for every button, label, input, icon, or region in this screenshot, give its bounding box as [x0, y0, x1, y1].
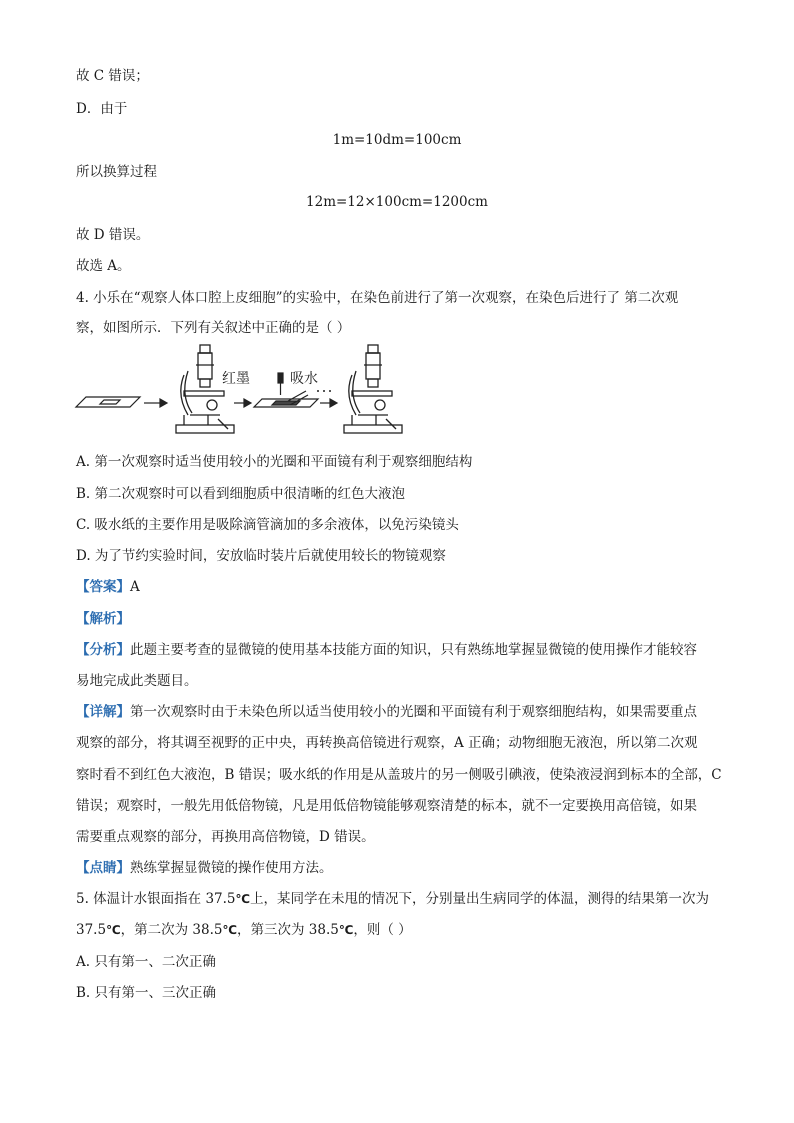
xiangjie-text: 观察的部分，将其调至视野的正中央，再转换高倍镜进行观察，A 正确；动物细胞无液泡，所以第二次观	[76, 735, 698, 751]
arrow-icon	[144, 399, 167, 407]
dianjing-line	[76, 858, 333, 878]
xiangjie-text: 第一次观察时由于未染色所以适当使用较小的光圈和平面镜有利于观察细胞结构，如果需要重点	[130, 704, 697, 720]
stained-slide-icon	[254, 391, 318, 407]
option-b: B. 只有第一、三次正确	[76, 985, 217, 1001]
microscope-icon	[176, 345, 234, 433]
xiangjie-tag: 【详解】	[76, 704, 130, 720]
question-5-stem	[76, 889, 709, 909]
stem-part: ，则（ ）	[353, 922, 412, 938]
stem-part: ，第二次为 38.5	[120, 922, 223, 938]
stem-part: ，第三次为 38.5	[236, 922, 339, 938]
question-4-stem: 4. 小乐在“观察人体口腔上皮细胞”的实验中，在染色前进行了第一次观察，在染色后进行了 第二次观	[76, 290, 679, 306]
fenxi-text: 此题主要考查的显微镜的使用基本技能方面的知识，只有熟练地掌握显微镜的使用操作才能较容	[130, 642, 697, 658]
answer-line	[76, 577, 140, 597]
answer-tag: 【答案】	[76, 579, 130, 595]
analysis-tag: 【解析】	[76, 611, 130, 627]
stem-part: 37.5	[76, 922, 107, 938]
celsius-symbol: ℃	[235, 892, 251, 906]
option-a: A. 只有第一、二次正确	[76, 954, 216, 970]
fenxi-tag: 【分析】	[76, 642, 130, 658]
option-d: D. 为了节约实验时间，安放临时装片后就使用较长的物镜观察	[76, 548, 446, 564]
option-a: A. 第一次观察时适当使用较小的光圈和平面镜有利于观察细胞结构	[76, 454, 473, 470]
text-line: 故 C 错误；	[76, 68, 149, 84]
microscope-experiment-figure	[72, 343, 432, 443]
option-c: C. 吸水纸的主要作用是吸除滴管滴加的多余液体，以免污染镜头	[76, 517, 459, 533]
xiangjie-line	[76, 702, 697, 722]
absorb-label: 吸水	[290, 371, 318, 387]
celsius-symbol: ℃	[106, 923, 121, 937]
slide-icon	[76, 397, 140, 407]
microscope-icon	[344, 345, 402, 433]
celsius-symbol: ℃	[338, 923, 354, 937]
dianjing-text: 熟练掌握显微镜的操作使用方法。	[130, 860, 333, 876]
fenxi-line	[76, 640, 697, 660]
option-b: B. 第二次观察时可以看到细胞质中很清晰的红色大液泡	[76, 486, 406, 502]
dropper-icon	[278, 373, 283, 395]
text-line: D．由于	[76, 101, 128, 117]
stem-part: 5. 体温计水银面指在 37.5	[76, 891, 236, 907]
equation: 1m=10dm=100cm	[332, 132, 462, 148]
equation: 12m=12×100cm=1200cm	[306, 194, 488, 210]
text-line: 故 D 错误。	[76, 227, 150, 243]
arrow-icon	[320, 399, 337, 407]
question-5-stem	[76, 920, 412, 940]
text-line: 故选 A。	[76, 258, 131, 274]
xiangjie-text: 需要重点观察的部分，再换用高倍物镜，D 错误。	[76, 829, 375, 845]
answer-value: A	[130, 579, 140, 595]
stem-part: 上，某同学在未甩的情况下，分别量出生病同学的体温，测得的结果第一次为	[250, 891, 710, 907]
dots-icon	[317, 390, 331, 392]
xiangjie-text: 察时看不到红色大液泡，B 错误；吸水纸的作用是从盖玻片的另一侧吸引碘液，使染液浸润到标本的全部，C	[76, 767, 722, 783]
celsius-symbol: ℃	[222, 923, 237, 937]
text-line: 所以换算过程	[76, 164, 157, 180]
analysis-line	[76, 609, 130, 629]
dianjing-tag: 【点睛】	[76, 860, 130, 876]
question-4-stem: 察，如图所示．下列有关叙述中正确的是（ ）	[76, 320, 351, 336]
fenxi-text: 易地完成此类题目。	[76, 673, 198, 689]
arrow-icon	[234, 399, 251, 407]
xiangjie-text: 错误；观察时，一般先用低倍物镜，凡是用低倍物镜能够观察清楚的标本，就不一定要换用高倍镜，如果	[76, 798, 697, 814]
stain-label: 红墨	[222, 371, 250, 387]
